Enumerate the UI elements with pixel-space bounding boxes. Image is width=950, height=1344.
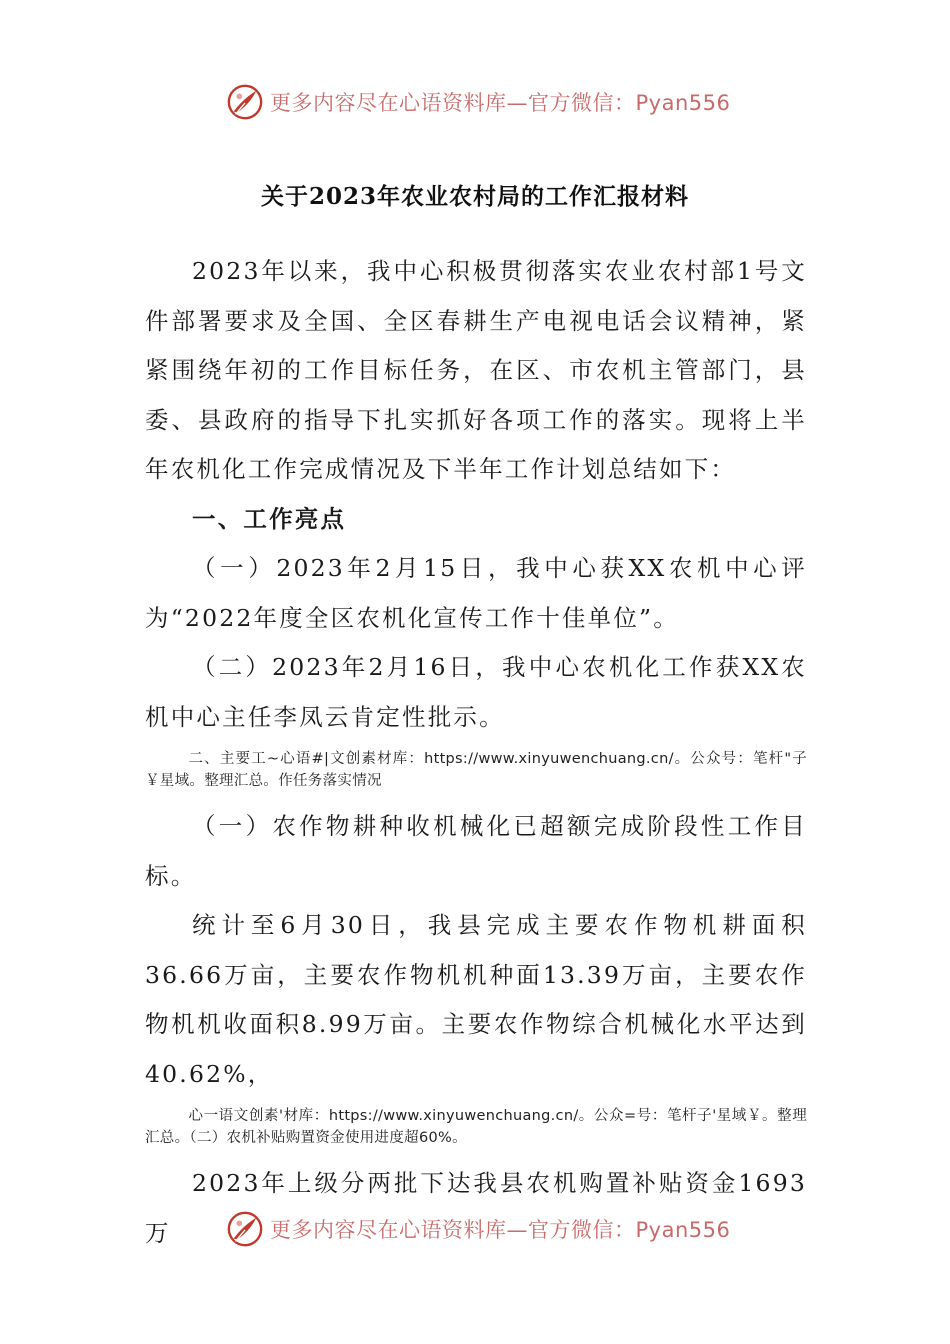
intro-paragraph: 2023年以来，我中心积极贯彻落实农业农村部1号文件部署要求及全国、全区春耕生产电视电话会议精神，紧紧围绕年初的工作目标任务，在区、市农机主管部门，县委、县政府的指导下扎实抓好各项工作的落实。现将上半年农机化工作完成情况及下半年工作计划总结如下： [145, 257, 807, 483]
watermark-note-1: 二、主要工~心语#|文创素材库：https://www.xinyuwenchuang.cn/。公众号：笔杆"子￥星域。整理汇总。作任务落实情况 [145, 751, 807, 789]
statistics-paragraph: 统计至6月30日，我县完成主要农作物机耕面积36.66万亩，主要农作物机机种面13.39万亩，主要农作物机机收面积8.99万亩。主要农作物综合机械化水平达到40.62%， [145, 911, 807, 1088]
subsidy-paragraph: 2023年上级分两批下达我县农机购置补贴资金1693万 [145, 1169, 807, 1247]
section-heading-highlights: 一、工作亮点 [192, 504, 347, 533]
footer-banner-text: 更多内容尽在心语资料库—官方微信：Pyan556 [270, 1218, 731, 1242]
footer-banner [226, 1207, 746, 1251]
quill-logo-icon [226, 83, 264, 121]
watermark-note-2: 心一语文创素'材库：https://www.xinyuwenchuang.cn/。公众=号：笔杆子'星域￥。整理汇总。（二）农机补贴购置资金使用进度超60%。 [145, 1108, 807, 1146]
quill-logo-icon [226, 1210, 264, 1248]
task-item-1: （一）农作物耕种收机械化已超额完成阶段性工作目标。 [145, 812, 807, 890]
document-body [145, 247, 807, 1258]
header-banner [226, 80, 746, 124]
document-title: 关于2023年农业农村局的工作汇报材料 [260, 183, 689, 210]
highlight-item-2: （二）2023年2月16日，我中心农机化工作获XX农机中心主任李凤云肯定性批示。 [145, 653, 807, 731]
highlight-item-1: （一）2023年2月15日，我中心获XX农机中心评为“2022年度全区农机化宣传工作十佳单位”。 [145, 554, 807, 632]
header-banner-text: 更多内容尽在心语资料库—官方微信：Pyan556 [270, 91, 731, 115]
